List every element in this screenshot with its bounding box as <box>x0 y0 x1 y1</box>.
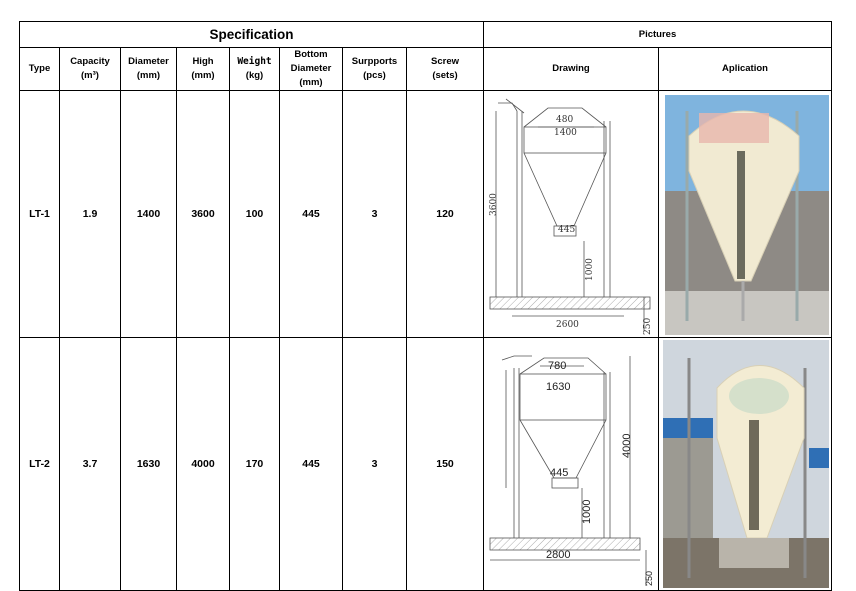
col-capacity: Capacity (m³) <box>60 48 121 91</box>
dim-base: 2600 <box>556 320 579 330</box>
dim-base-height: 250 <box>643 317 653 335</box>
dim-height: 3600 <box>489 193 499 216</box>
cell-type: LT-1 <box>20 91 60 338</box>
cell-weight: 100 <box>230 91 280 338</box>
col-supports: Surpports (pcs) <box>343 48 407 91</box>
cell-high: 3600 <box>177 91 230 338</box>
dim-base-height: 250 <box>644 570 654 586</box>
dim-base: 2800 <box>546 549 571 561</box>
cell-capacity: 3.7 <box>60 338 121 591</box>
dim-top: 480 <box>556 115 574 125</box>
col-type: Type <box>20 48 60 91</box>
table-row <box>20 338 832 591</box>
cell-supports: 3 <box>343 91 407 338</box>
cell-supports: 3 <box>343 338 407 591</box>
cell-capacity: 1.9 <box>60 91 121 338</box>
cell-type: LT-2 <box>20 338 60 591</box>
cell-high: 4000 <box>177 338 230 591</box>
dim-width: 1400 <box>554 128 577 138</box>
dim-bottom: 445 <box>550 467 569 479</box>
dim-bottom: 445 <box>558 225 576 235</box>
col-screw: Screw (sets) <box>407 48 484 91</box>
photo-lt1 <box>659 91 832 338</box>
dim-width: 1630 <box>546 381 571 393</box>
col-weight: Weight (kg) <box>230 48 280 91</box>
cell-screw: 120 <box>407 91 484 338</box>
table-row <box>20 91 832 338</box>
cell-diameter: 1400 <box>121 91 177 338</box>
col-high: High (mm) <box>177 48 230 91</box>
drawing-lt2 <box>484 338 659 591</box>
specification-header: Specification <box>20 22 484 48</box>
dim-top: 780 <box>548 360 567 372</box>
cell-screw: 150 <box>407 338 484 591</box>
dim-leg: 1000 <box>585 258 595 281</box>
dim-height: 4000 <box>621 433 633 458</box>
pictures-header: Pictures <box>484 22 832 48</box>
cell-weight: 170 <box>230 338 280 591</box>
cell-bottom-diameter: 445 <box>280 91 343 338</box>
col-diameter: Diameter (mm) <box>121 48 177 91</box>
dim-leg: 1000 <box>581 499 593 524</box>
silo-drawing-lt1 <box>484 91 658 337</box>
silo-photo-lt1 <box>659 91 831 337</box>
col-drawing: Drawing <box>484 48 659 91</box>
silo-drawing-lt2 <box>484 338 658 590</box>
drawing-lt1 <box>484 91 659 338</box>
col-application: Aplication <box>659 48 832 91</box>
col-bottom-diameter: Bottom Diameter (mm) <box>280 48 343 91</box>
cell-diameter: 1630 <box>121 338 177 591</box>
cell-bottom-diameter: 445 <box>280 338 343 591</box>
photo-lt2 <box>659 338 832 591</box>
silo-photo-lt2 <box>659 338 831 590</box>
specification-table <box>19 21 832 591</box>
